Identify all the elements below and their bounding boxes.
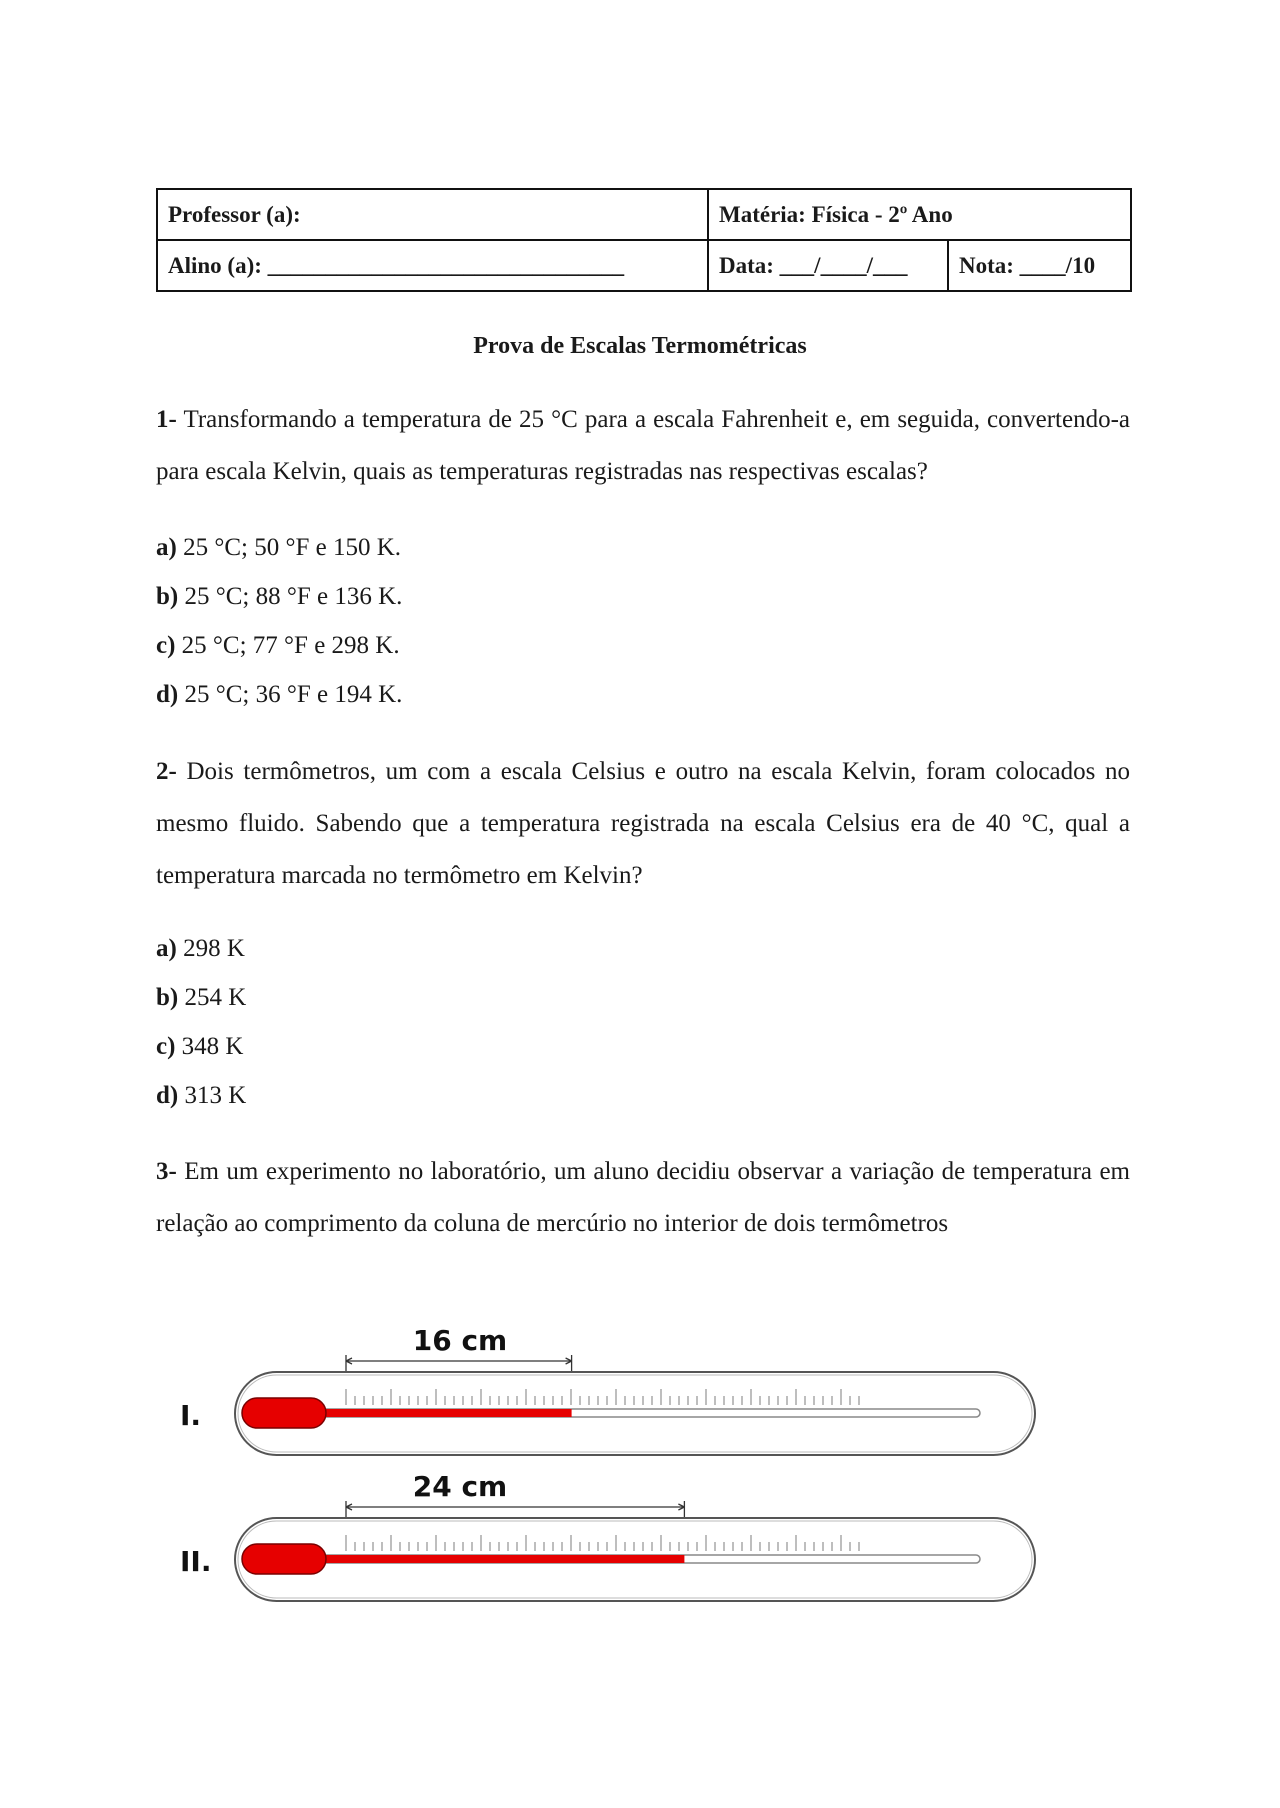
option-text: 298 K <box>176 935 245 962</box>
q1-option-a <box>156 523 402 572</box>
mercury-column-2 <box>306 1555 684 1563</box>
thermometer-label-2: II. <box>180 1545 212 1578</box>
question-3 <box>156 1146 1130 1250</box>
q1-option-b <box>156 572 402 621</box>
thermometer-label-1: I. <box>180 1399 202 1432</box>
dimension-bracket-2 <box>346 1501 684 1519</box>
question-2-text: Dois termômetros, um com a escala Celsius e outro na escala Kelvin, foram colocados no mesmo fluido. Sabendo que a temperatura registrada na escala Celsius era de 40 °C, qual a temperatura marcada no termômetro em Kelvin? <box>156 758 1130 889</box>
option-text: 313 K <box>178 1082 247 1109</box>
option-letter: b) <box>156 583 179 610</box>
dimension-bracket-1 <box>346 1355 572 1373</box>
question-3-number: 3- <box>156 1158 177 1185</box>
option-letter: c) <box>156 1033 176 1060</box>
question-1-text: Transformando a temperatura de 25 °C para a escala Fahrenheit e, em seguida, convertendo-a para escala Kelvin, quais as temperaturas registradas nas respectivas escalas? <box>156 406 1130 485</box>
option-text: 348 K <box>175 1033 244 1060</box>
question-3-text: Em um experimento no laboratório, um aluno decidiu observar a variação de temperatura em relação ao comprimento da coluna de mercúrio no interior de dois termômetros <box>156 1158 1130 1237</box>
grade-field: Nota: ____/10 <box>948 240 1131 291</box>
question-1-options <box>156 523 402 719</box>
q1-option-d <box>156 670 402 719</box>
question-1-number: 1- <box>156 406 177 433</box>
measure-label-2: 24 cm <box>412 1470 508 1503</box>
question-2-options <box>156 924 246 1120</box>
thermometer-2 <box>180 1470 1035 1601</box>
mercury-bulb-2 <box>242 1544 326 1574</box>
student-field: Alino (a): _______________________________ <box>157 240 708 291</box>
option-letter: d) <box>156 1082 179 1109</box>
mercury-bulb-1 <box>242 1398 326 1428</box>
q2-option-b <box>156 973 246 1022</box>
option-letter: d) <box>156 681 179 708</box>
question-1 <box>156 394 1130 498</box>
q1-option-c <box>156 621 402 670</box>
option-letter: a) <box>156 935 177 962</box>
date-field: Data: ___/____/___ <box>708 240 948 291</box>
option-text: 25 °C; 88 °F e 136 K. <box>178 583 403 610</box>
option-text: 254 K <box>178 984 247 1011</box>
question-2-number: 2- <box>156 758 177 785</box>
q2-option-a <box>156 924 246 973</box>
professor-field: Professor (a): <box>157 189 708 240</box>
measure-label-1: 16 cm <box>412 1324 508 1357</box>
option-letter: a) <box>156 534 177 561</box>
thermometer-1 <box>180 1324 1035 1455</box>
option-text: 25 °C; 77 °F e 298 K. <box>175 632 400 659</box>
q2-option-c <box>156 1022 246 1071</box>
option-text: 25 °C; 36 °F e 194 K. <box>178 681 403 708</box>
subject-field: Matéria: Física - 2º Ano <box>708 189 1131 240</box>
option-letter: c) <box>156 632 176 659</box>
option-text: 25 °C; 50 °F e 150 K. <box>176 534 401 561</box>
header-table <box>156 188 1132 292</box>
question-2 <box>156 746 1130 902</box>
exam-title: Prova de Escalas Termométricas <box>473 333 807 359</box>
q2-option-d <box>156 1071 246 1120</box>
thermometers-diagram <box>180 1315 1060 1615</box>
option-letter: b) <box>156 984 179 1011</box>
mercury-column-1 <box>306 1409 572 1417</box>
